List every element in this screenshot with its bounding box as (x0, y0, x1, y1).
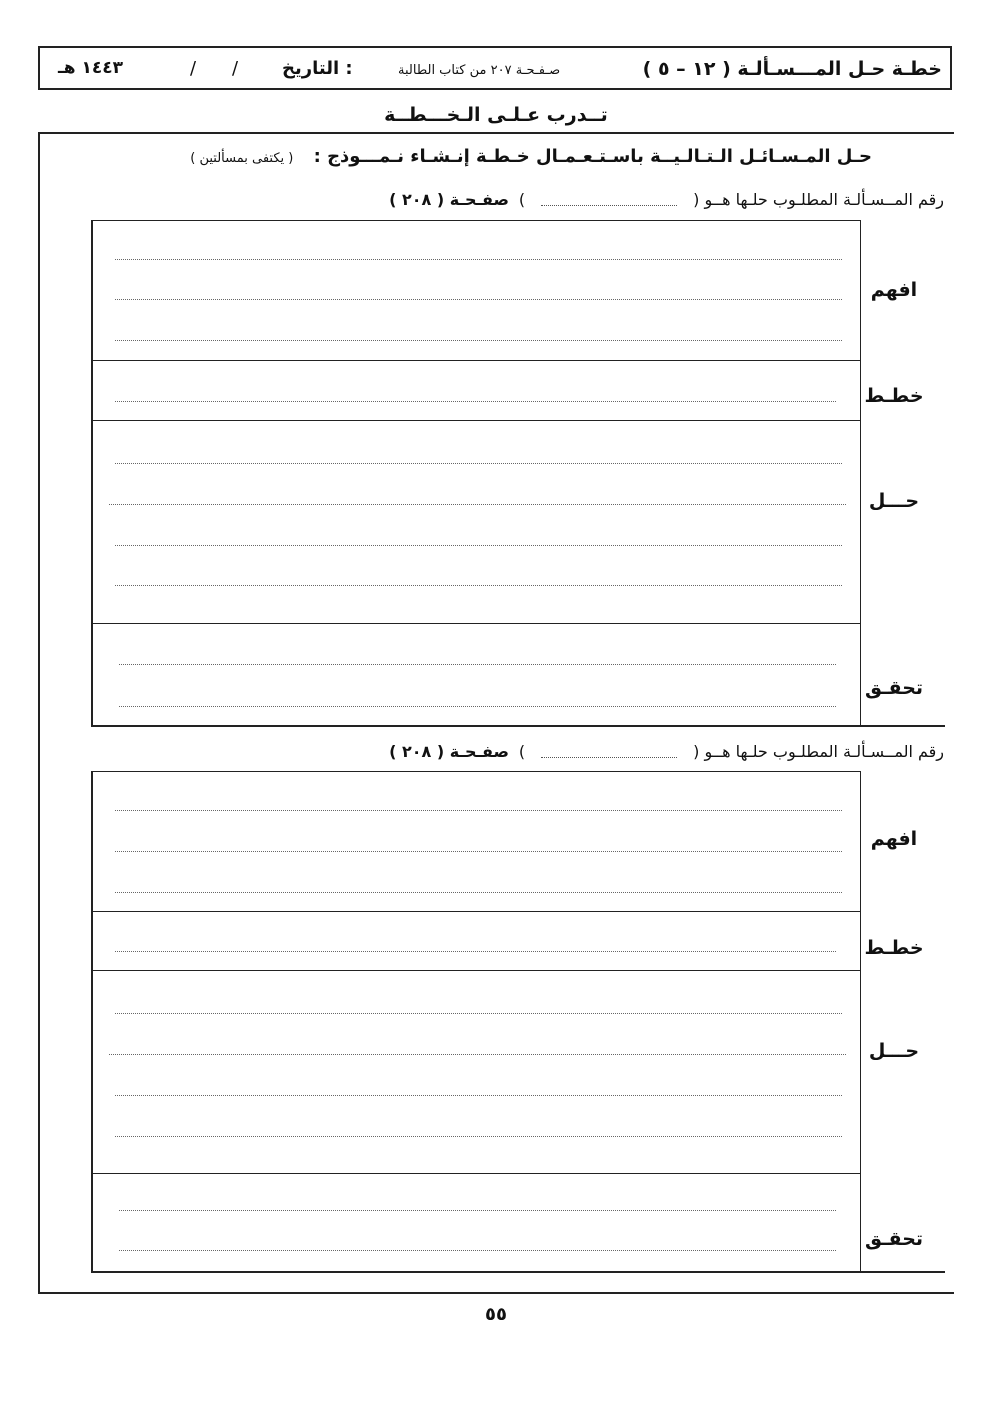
date-slash-1: / (232, 58, 239, 79)
step-plan-label: خطـط (864, 385, 924, 407)
section-bottom-rule (91, 725, 945, 727)
writing-line (115, 810, 842, 811)
header-box (38, 46, 952, 90)
lesson-title: ( ١٢ – ٥ ) خطـة حـل المـــسـألـة (642, 58, 942, 80)
solve-section-2[interactable] (91, 971, 861, 1174)
plan-section-2[interactable] (91, 912, 861, 971)
problem-close-paren: ) (518, 742, 526, 761)
check-section-1[interactable] (91, 624, 861, 726)
worksheet-subtitle: تــدرب عـلـى الـخـــطــة (384, 104, 608, 126)
date-slash-2: / (190, 58, 197, 79)
date-label: التاريخ : (282, 58, 353, 79)
writing-line (115, 585, 842, 586)
writing-line (119, 706, 836, 707)
problem-2-line (389, 742, 944, 761)
writing-line (115, 1013, 842, 1014)
problem-number-field[interactable] (541, 747, 677, 758)
writing-line (115, 463, 842, 464)
writing-line (109, 504, 846, 505)
problem-1-line (389, 190, 944, 209)
writing-line (115, 892, 842, 893)
check-section-2[interactable] (91, 1174, 861, 1272)
step-solve-label: حـــل (868, 490, 920, 512)
writing-line (115, 299, 842, 300)
writing-line (115, 1136, 842, 1137)
problem-number-label: رقم المــسـألـة المطلـوب حلـها هــو ( (693, 190, 944, 209)
instruction-text: حـل المـسـائـل الـتـالـيــة باسـتـعـمـال خـطـة إنـشـاء نـمـــوذج : (313, 146, 872, 167)
writing-line (115, 340, 842, 341)
step-check-label: تحقـق (864, 677, 924, 699)
writing-line (115, 1095, 842, 1096)
writing-line (115, 951, 836, 952)
problem-number-label: رقم المــسـألـة المطلـوب حلـها هــو ( (693, 742, 944, 761)
understand-section-2[interactable] (91, 771, 861, 912)
writing-line (115, 401, 836, 402)
step-solve-label: حـــل (868, 1040, 920, 1062)
solve-section-1[interactable] (91, 421, 861, 624)
writing-line (119, 1210, 836, 1211)
instruction-note: ( يكتفى بمسألتين ) (190, 151, 294, 166)
writing-line (115, 545, 842, 546)
plan-section-1[interactable] (91, 361, 861, 421)
writing-line (119, 1250, 836, 1251)
understand-section-1[interactable] (91, 220, 861, 361)
step-understand-label: افهم (870, 828, 918, 850)
writing-line (119, 664, 836, 665)
textbook-page-reference: صـفـحـة ٢٠٧ من كتاب الطالبة (398, 63, 561, 78)
step-check-label: تحقـق (864, 1228, 924, 1250)
problem-page-ref: صفـحـة ( ٢٠٨ ) (389, 742, 509, 761)
page-number: ٥٥ (485, 1304, 507, 1325)
writing-line (109, 1054, 846, 1055)
problem-number-field[interactable] (541, 195, 677, 206)
writing-line (115, 851, 842, 852)
problem-page-ref: صفـحـة ( ٢٠٨ ) (389, 190, 509, 209)
writing-line (115, 259, 842, 260)
section-bottom-rule (91, 1271, 945, 1273)
problem-close-paren: ) (518, 190, 526, 209)
step-plan-label: خطـط (864, 937, 924, 959)
step-understand-label: افهم (870, 279, 918, 301)
hijri-year: ١٤٤٣ هـ (58, 58, 124, 78)
instruction (190, 146, 872, 167)
